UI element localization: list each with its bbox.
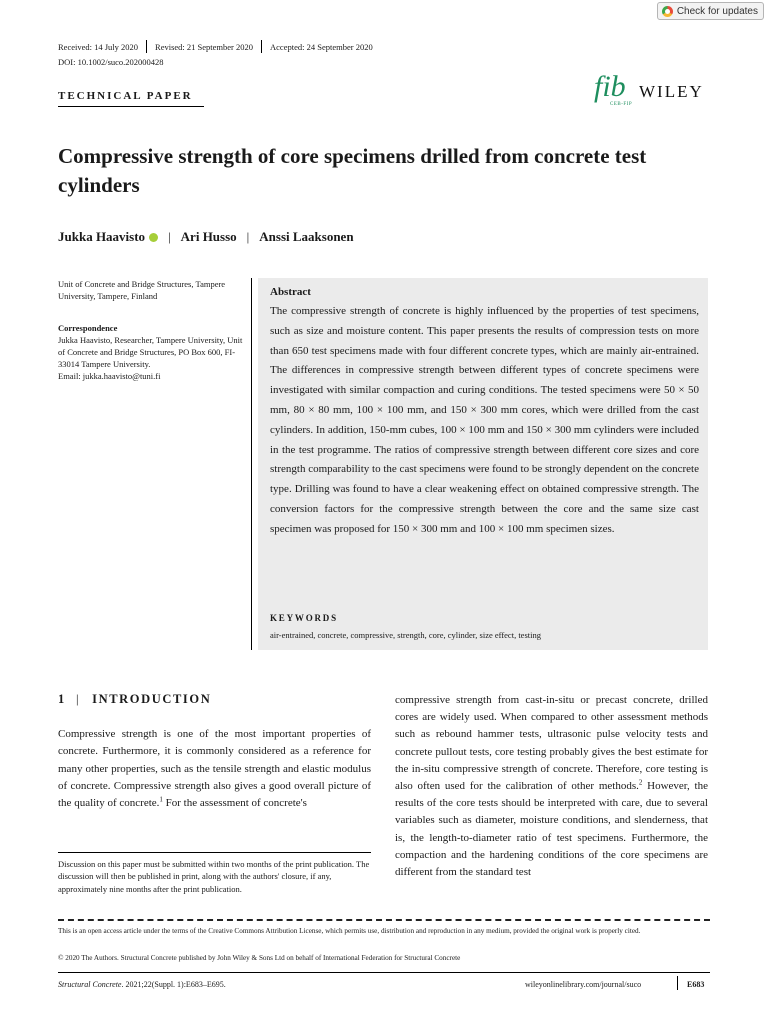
correspondence-heading: Correspondence	[58, 323, 118, 333]
date-separator	[261, 40, 262, 53]
section-heading-introduction	[58, 692, 211, 707]
footer-rule	[58, 972, 710, 973]
citation-ref[interactable]: 1	[159, 795, 163, 804]
journal-name: Structural Concrete	[58, 980, 122, 989]
license-text: This is an open access article under the terms of the Creative Commons Attribution License, which permits use, distribution and reproduction in any medium, provided the original work is properly cited.	[58, 927, 641, 935]
body-column-right	[395, 692, 708, 881]
article-type: TECHNICAL PAPER	[58, 90, 193, 102]
article-title: Compressive strength of core specimens drilled from concrete test cylinders	[58, 144, 647, 197]
check-for-updates-button[interactable]	[657, 2, 764, 20]
author-separator: |	[246, 229, 250, 244]
correspondence-text: Jukka Haavisto, Researcher, Tampere University, Unit of Concrete and Bridge Structures, PO Box 600, FI-33014 Tampere University.	[58, 335, 243, 369]
check-for-updates-label: Check for updates	[676, 5, 758, 17]
affiliation: Unit of Concrete and Bridge Structures, Tampere University, Tampere, Finland	[58, 279, 226, 301]
publisher-logo	[594, 72, 710, 112]
abstract-divider	[251, 278, 252, 650]
abstract-heading: Abstract	[270, 286, 311, 298]
journal-url[interactable]: wileyonlinelibrary.com/journal/suco	[525, 980, 642, 989]
keywords-heading: KEYWORDS	[270, 613, 338, 623]
author-separator: |	[168, 229, 171, 244]
author-name[interactable]: Ari Husso	[180, 229, 237, 244]
page-separator	[677, 976, 678, 990]
discussion-footnote: Discussion on this paper must be submitted within two months of the print publication. The discussion will then be published in print, along with the authors' closure, if any, approximately nine months after the print publication.	[58, 859, 370, 894]
section-number: 1	[58, 692, 66, 706]
date-separator	[146, 40, 147, 53]
author-name[interactable]: Anssi Laaksonen	[259, 229, 354, 244]
keywords: air-entrained, concrete, compressive, strength, core, cylinder, size effect, testing	[270, 630, 541, 640]
footnote-rule	[58, 852, 371, 853]
section-title: INTRODUCTION	[92, 692, 212, 706]
section-separator: |	[76, 692, 81, 706]
accepted-date: Accepted: 24 September 2020	[270, 41, 373, 52]
received-date: Received: 14 July 2020	[58, 41, 139, 52]
body-text: However, the results of the core tests should be interpreted with care, due to several variables such as diameter, moisture conditions, and slenderness, that is, the length-to-diameter ratio of test specimens. Furthermore, the compaction and the hardening conditions of the core specimens are different from the standard test	[395, 780, 708, 879]
citation-ref[interactable]: 2	[638, 778, 643, 787]
journal-info: . 2021;22(Suppl. 1):E683–E695.	[121, 980, 226, 989]
body-text: For the assessment of concrete's	[162, 797, 307, 810]
article-type-underline	[58, 106, 204, 107]
article-dates	[58, 40, 373, 53]
author-name[interactable]: Jukka Haavisto	[58, 229, 146, 244]
body-text: Compressive strength is one of the most important properties of concrete. Furthermore, it is commonly considered as a reference for many other properties, such as the tensile strength and elastic modulus of concrete. Compressive strength also gives a good overall picture of the quality of concrete.	[58, 728, 371, 810]
wiley-logo: WILEY	[639, 82, 704, 101]
fib-logo: fib	[594, 70, 626, 103]
copyright-text: © 2020 The Authors. Structural Concrete published by John Wiley & Sons Ltd on behalf of International Federation for Structural Concrete	[58, 954, 461, 962]
correspondence	[58, 322, 246, 382]
author-list	[58, 229, 354, 245]
doi[interactable]: DOI: 10.1002/suco.202000428	[58, 57, 164, 67]
orcid-icon[interactable]	[149, 233, 158, 242]
ceb-fip-logo-text: CEB-FIP	[610, 102, 633, 107]
license-divider	[58, 919, 710, 921]
crossmark-icon	[662, 6, 673, 17]
correspondence-email[interactable]: Email: jukka.haavisto@tuni.fi	[58, 371, 161, 381]
page-number: E683	[687, 980, 705, 989]
body-column-left	[58, 726, 371, 812]
body-text: compressive strength from cast-in-situ or precast concrete, drilled cores are widely used. When compared to other assessment methods such as rebound hammer tests, ultrasonic pulse velocity tests and concrete pullout tests, core testing probably gives the best estimate for the in-situ compressive strength of concrete. Therefore, core testing is also often used for the calibration of other methods.	[395, 694, 708, 793]
journal-citation	[58, 980, 226, 989]
revised-date: Revised: 21 September 2020	[155, 41, 254, 52]
abstract-text: The compressive strength of concrete is highly influenced by the properties of test specimens, such as size and moisture content. This paper presents the results of compression tests on more than 650 test specimens made with four different concrete types, which are mainly air-entrained. The differences in compressive strength between different types of concrete specimens were investigated with similar compaction and curing conditions. The tested specimens were 50 × 50 mm, 80 × 80 mm, 100 × 100 mm, and 150 × 300 mm cores, which were drilled from the cast cylinders. In addition, 150-mm cubes, 100 × 100 mm and 150 × 300 mm cylinders were included in the test programme. The ratios of compressive strength between different core sizes and core strength comparability to the cast specimens were found to be strongly dependent on the concrete type. Drilling was found to have a clear weakening effect on obtained compressive strength. The conversion factors for the compressive strength between the core and the same size cast specimen was proposed for 150 × 300 mm and 100 × 100 mm specimen sizes.	[270, 305, 699, 535]
